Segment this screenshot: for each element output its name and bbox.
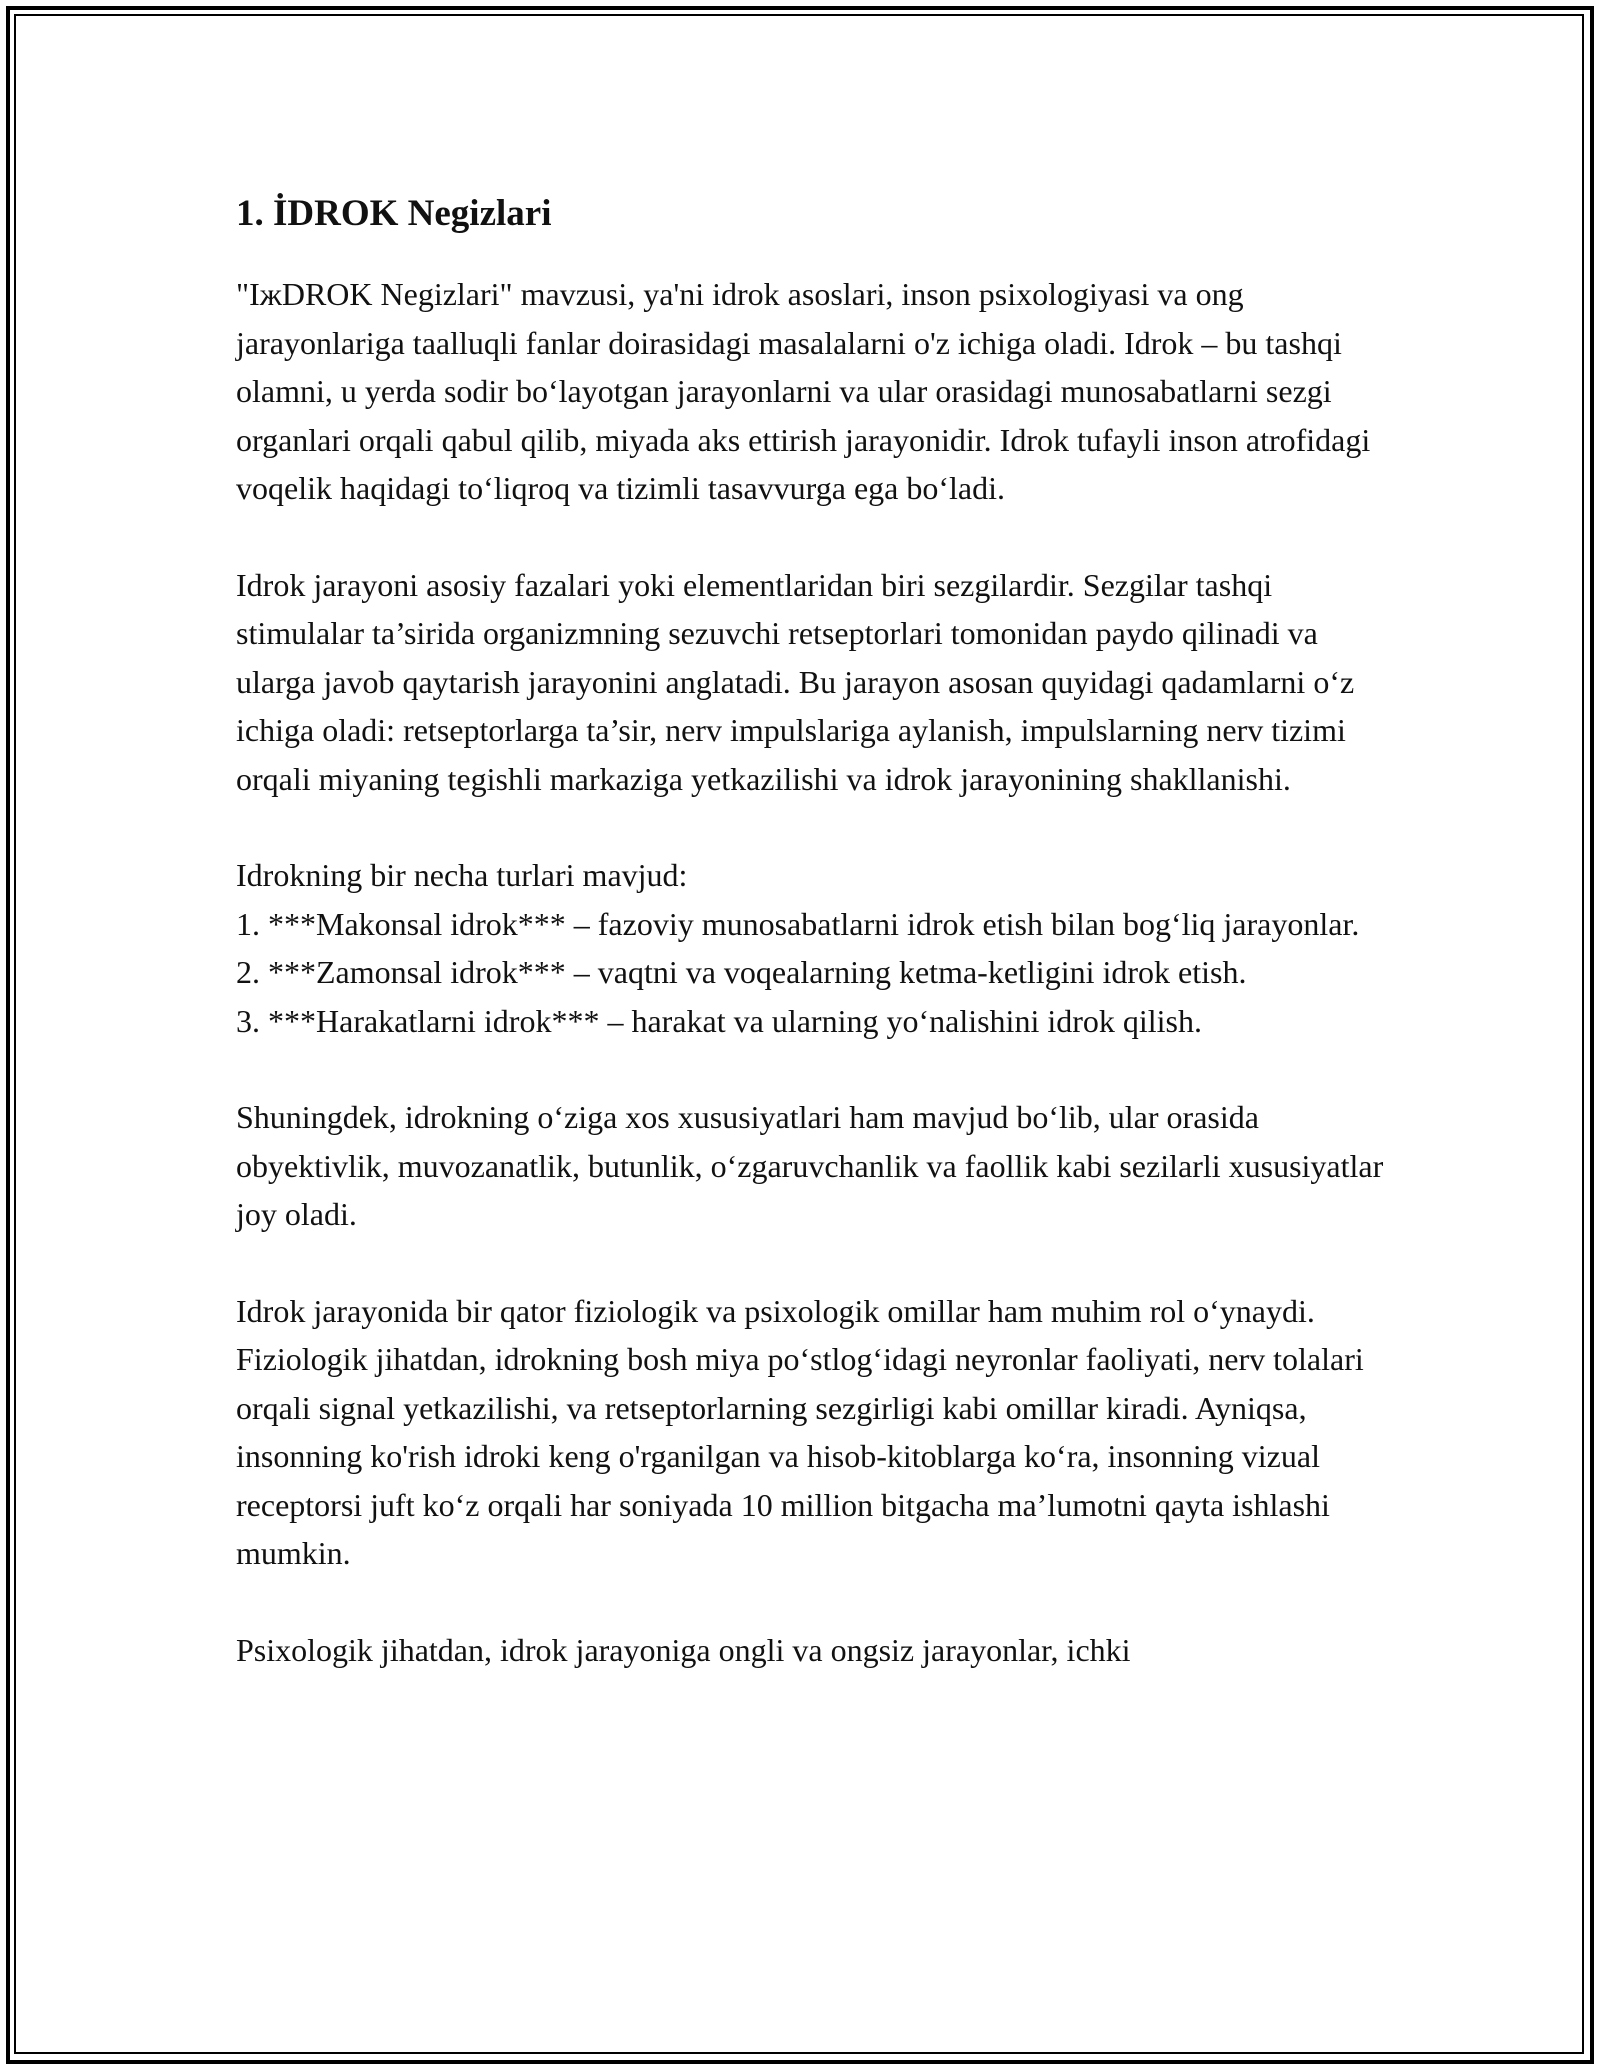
paragraph-intro: "IжDROK Negizlari" mavzusi, ya'ni idrok asoslari, inson psixologiyasi va ong jarayonlariga taalluqli fanlar doirasidagi masalalarni o'z ichiga oladi. Idrok – bu tashqi olamni, u yerda sodir bo‘layotgan jarayonlarni va ular orasidagi munosabatlarni sezgi organlari orqali qabul qilib, miyada aks ettirish jarayonidir. Idrok tufayli inson atrofidagi voqelik haqidagi to‘liqroq va tizimli tasavvurga ega bo‘ladi. bbox=[236, 276, 1371, 506]
document-body bbox=[236, 188, 1386, 1722]
paragraph-factors: Idrok jarayonida bir qator fiziologik va psixologik omillar ham muhim rol o‘ynaydi. Fiziologik jihatdan, idrokning bosh miya po‘stlog‘idagi neyronlar faoliyati, nerv tolalari orqali signal yetkazilishi, va retseptorlarning sezgirligi kabi omillar kiradi. Ayniqsa, insonning ko'rish idroki keng o'rganilgan va hisob-kitoblarga ko‘ra, insonning vizual receptorsi juft ko‘z orqali har soniyada 10 million bitgacha ma’lumotni qayta ishlashi mumkin. bbox=[236, 1292, 1364, 1571]
list-item: 1. ***Makonsal idrok*** – fazoviy munosabatlarni idrok etish bilan bog‘liq jarayonlar. bbox=[236, 905, 1360, 942]
list-item: 3. ***Harakatlarni idrok*** – harakat va ularning yo‘nalishini idrok qilish. bbox=[236, 1002, 1202, 1039]
paragraph-psychological: Psixologik jihatdan, idrok jarayoniga ongli va ongsiz jarayonlar, ichki bbox=[236, 1631, 1131, 1668]
section-heading: 1. İDROK Negizlari bbox=[236, 193, 552, 234]
paragraph-properties: Shuningdek, idrokning o‘ziga xos xususiyatlari ham mavjud bo‘lib, ular orasida obyektivlik, muvozanatlik, butunlik, o‘zgaruvchanlik va faollik kabi sezilarli xususiyatlar joy oladi. bbox=[236, 1099, 1384, 1232]
perception-types-list bbox=[236, 851, 1386, 1045]
list-item: 2. ***Zamonsal idrok*** – vaqtni va voqealarning ketma-ketligini idrok etish. bbox=[236, 954, 1247, 990]
list-intro: Idrokning bir necha turlari mavjud: bbox=[236, 857, 688, 893]
paragraph-sensations: Idrok jarayoni asosiy fazalari yoki elementlaridan biri sezgilardir. Sezgilar tashqi stimulalar ta’sirida organizmning sezuvchi retseptorlari tomonidan paydo qilinadi va ularga javob qaytarish jarayonini anglatadi. Bu jarayon asosan quyidagi qadamlarni o‘z ichiga oladi: retseptorlarga ta’sir, nerv impulslariga aylanish, impulslarning nerv tizimi orqali miyaning tegishli markaziga yetkazilishi va idrok jarayonining shakllanishi. bbox=[236, 566, 1355, 797]
